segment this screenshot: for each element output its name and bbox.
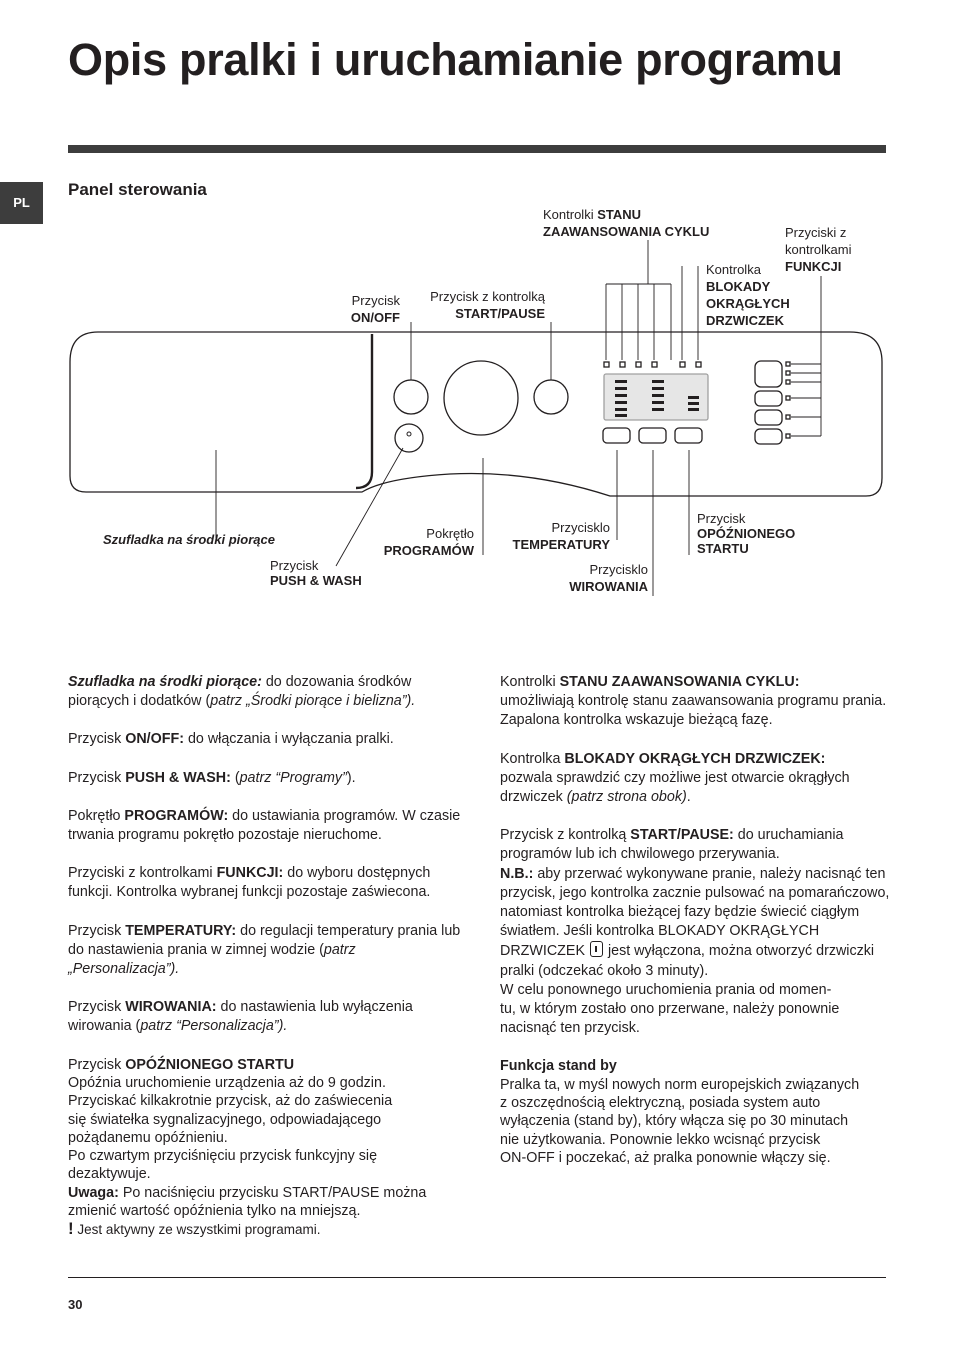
label-startpause: Przycisk z kontrolką START/PAUSE — [430, 289, 545, 321]
function-button-1 — [755, 361, 782, 387]
note-exclamation-icon: ! — [68, 1219, 74, 1239]
push-wash-button — [395, 424, 423, 452]
opoznionego-paragraph: Przycisk OPÓŹNIONEGO STARTU Opóźnia uruchomienie urządzenia aż do 9 godzin. Przyciskać kilkakrotnie przycisk, aż do zaświecenia się światełka sygnalizacyjnego, odpowiadającego pożądanemu opóźnieniu. Po czwartym przyciśnięciu przycisk funkcyjny się dezaktywuje. Uwaga: Po naciśnięciu przycisku START/PAUSE można zmienić wartość opóźnienia tylko na mniejszą. ! Jest aktywny ze wszystkimi programami. — [68, 1056, 427, 1239]
label-pokretlo: Pokrętło PROGRAMÓW — [383, 526, 474, 558]
label-wirowania: Przycisklo WIROWANIA — [569, 562, 648, 594]
pushwash-paragraph: Przycisk PUSH & WASH: (patrz “Programy”). — [68, 769, 356, 786]
szufladka-paragraph: Szufladka na środki piorące: do dozowania środków piorących i dodatków (patrz „Środki piorące i bielizna”). — [68, 674, 416, 710]
funkcji-paragraph: Przyciski z kontrolkami FUNKCJI: do wyboru dostępnych funkcji. Kontrolka wybranej funkcji pozostaje zaświecona. — [68, 865, 431, 901]
label-szufladka: Szufladka na środki piorące — [103, 532, 275, 547]
label-stanu: Kontrolki STANU ZAAWANSOWANIA CYKLU — [543, 207, 710, 239]
stanu-paragraph: Kontrolki STANU ZAAWANSOWANIA CYKLU: umożliwiają kontrolę stanu zaawansowania programu prania. Zapalona kontrolka wskazuje bieżącą fazę. — [500, 674, 887, 729]
start-pause-button — [534, 380, 568, 414]
page-number: 30 — [68, 1297, 83, 1312]
label-opoznionego: Przycisk OPÓŹNIONEGO STARTU — [697, 511, 796, 556]
onoff-paragraph: Przycisk ON/OFF: do włączania i wyłączania pralki. — [68, 731, 394, 748]
onoff-button — [394, 380, 428, 414]
temperatury-paragraph: Przycisk TEMPERATURY: do regulacji temperatury prania lub do nastawienia prania w zimnej wodzie (patrz „Personalizacja”). — [68, 922, 461, 978]
door-lock-icon — [590, 941, 603, 957]
label-onoff: Przycisk ON/OFF — [350, 293, 400, 325]
temperature-button — [603, 428, 630, 443]
label-funkcji: Przyciski z kontrolkami FUNKCJI — [785, 225, 852, 274]
programow-paragraph: Pokrętło PROGRAMÓW: do ustawiania programów. W czasie trwania programu pokrętło pozostaje nieruchome. — [68, 807, 461, 844]
footer-rule — [68, 1277, 886, 1278]
drawer-edge — [356, 334, 372, 488]
startpause-paragraph: Przycisk z kontrolką START/PAUSE: do uruchamiania programów lub ich chwilowego przerywania. N.B.: aby przerwać wykonywane pranie, należy nacisnąć ten przycisk, jego kontrolka zacznie pulsować na pomarańczowo, natomiast kontrolka bieżącej fazy będzie świecić ciągłym światłem. Jeśli kontrolka BLOKADY OKRĄGŁYCH DRZWICZEK jest wyłączona, można otworzyć drzwiczki pralki (odczekać około 3 minuty). W celu ponownego uruchomienia prania od momen- tu, w którym zostało ono przerwane, należy ponownie nacisnąć ten przycisk. — [500, 827, 890, 1037]
function-button-4 — [755, 429, 782, 444]
wirowania-paragraph: Przycisk WIROWANIA: do nastawienia lub wyłączenia wirowania (patrz “Personalizacja”). — [68, 999, 413, 1035]
function-button-2 — [755, 391, 782, 406]
spin-button — [639, 428, 666, 443]
left-column — [68, 673, 468, 1240]
label-blokady: Kontrolka BLOKADY OKRĄGŁYCH DRZWICZEK — [706, 262, 790, 328]
function-button-3 — [755, 410, 782, 425]
label-pushwash: Przycisk PUSH & WASH — [270, 558, 362, 588]
program-knob — [444, 361, 518, 435]
label-temperatury: Przycisklo TEMPERATURY — [512, 520, 610, 552]
blokady-paragraph: Kontrolka BLOKADY OKRĄGŁYCH DRZWICZEK: pozwala sprawdzić czy możliwe jest otwarcie okrągłych drzwiczek (patrz strona obok). — [500, 750, 850, 806]
delay-button — [675, 428, 702, 443]
panel-outline — [70, 332, 882, 496]
section-title: Panel sterowania — [68, 180, 207, 199]
right-column — [500, 673, 892, 1167]
page-title: Opis pralki i uruchamianie programu — [68, 34, 843, 85]
language-tab: PL — [0, 182, 43, 224]
standby-section: Funkcja stand by Pralka ta, w myśl nowych norm europejskich związanych z oszczędnością elektryczną, posiada system auto wyłączenia (stand by), który włącza się po 30 minutach nie użytkowania. Ponownie lekko wcisnąć przycisk ON-OFF i poczekać, aż pralka ponownie włączy się. — [500, 1058, 860, 1166]
standby-title: Funkcja stand by — [500, 1058, 617, 1075]
